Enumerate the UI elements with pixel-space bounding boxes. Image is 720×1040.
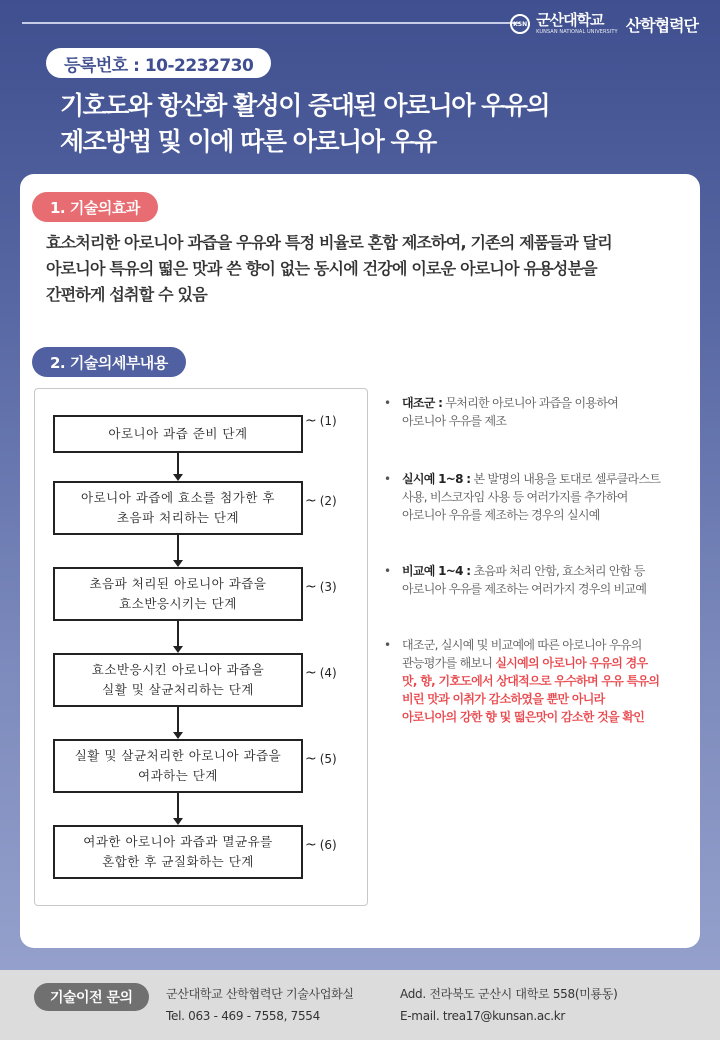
footer [0,970,720,1040]
header-rule [22,22,520,24]
contact-email[interactable]: E-mail. trea17@kunsan.ac.kr [400,1009,565,1023]
flow-arrow [177,535,179,565]
flow-step-2: 아로니아 과즙에 효소를 첨가한 후 초음파 처리하는 단계 [53,481,303,535]
effect-line: 효소처리한 아로니아 과즙을 우유와 특정 비율로 혼합 제조하여, 기존의 제품들과 달리 [46,233,612,252]
flow-step-number: ~ (4) [305,665,337,681]
contact-phone: Tel. 063 - 469 - 7558, 7554 [166,1009,320,1023]
flow-step-5: 실활 및 살균처리한 아로니아 과즙을 여과하는 단계 [53,739,303,793]
section2-label: 2. 기술의세부내용 [32,347,186,377]
title-line-1: 기호도와 항산화 활성이 증대된 아로니아 우유의 [60,91,550,120]
note-comparisons: • 비교예 1~4 : 초음파 처리 안함, 효소처리 안함 등 아로니아 우유를 제조하는 여러가지 경우의 비교예 [384,564,647,596]
section1-label: 1. 기술의효과 [32,192,158,222]
page-title [60,88,549,160]
registration-number: 등록번호 : 10-2232730 [46,48,271,78]
effect-text [46,230,666,308]
flow-step-1: 아로니아 과즙 준비 단계 [53,415,303,453]
title-line-2: 제조방법 및 이에 따른 아로니아 우유 [60,127,436,156]
brand-university-name: 군산대학교 [536,11,604,29]
flow-step-4: 효소반응시킨 아로니아 과즙을 실활 및 살균처리하는 단계 [53,653,303,707]
note-evaluation: • 대조군, 실시예 및 비교예에 따른 아로니아 우유의 관능평가를 해보니 실시예의 아로니아 우유의 경우 맛, 향, 기호도에서 상대적으로 우수하며 우유 특유의 비린 맛과 이취가 감소하였을 뿐만 아니라 아로니아의 강한 향 및 떫은맛이 감소한 것을 확인 [384,638,660,724]
flow-arrow [177,707,179,737]
note-examples: • 실시예 1~8 : 본 발명의 내용을 토대로 셀루클라스트 사용, 비스코자임 사용 등 여러가지를 추가하여 아로니아 우유를 제조하는 경우의 실시예 [384,472,661,522]
flow-step-number: ~ (6) [305,837,337,853]
flow-step-number: ~ (3) [305,579,337,595]
university-logo-icon: KSN [510,14,530,34]
contact-label: 기술이전 문의 [34,983,149,1011]
flow-step-3: 초음파 처리된 아로니아 과즙을 효소반응시키는 단계 [53,567,303,621]
effect-line: 간편하게 섭취할 수 있음 [46,285,207,304]
contact-org: 군산대학교 산학협력단 기술사업화실 Tel. 063 - 469 - 7558, 7554 [166,983,354,1027]
brand-english-name: KUNSAN NATIONAL UNIVERSITY [536,29,618,35]
flow-step-number: ~ (2) [305,493,337,509]
effect-line: 아로니아 특유의 떫은 맛과 쓴 향이 없는 동시에 건강에 이로운 아로니아 유용성분을 [46,259,597,278]
flow-step-6: 여과한 아로니아 과즙과 멸균유를 혼합한 후 균질화하는 단계 [53,825,303,879]
note-control-group: • 대조군 : 무처리한 아로니아 과즙을 이용하여 아로니아 우유를 제조 [384,396,619,428]
flow-step-number: ~ (5) [305,751,337,767]
flow-step-number: ~ (1) [305,413,337,429]
flow-arrow [177,621,179,651]
content-card [20,174,700,948]
flow-arrow [177,453,179,479]
process-flowchart [34,388,368,906]
brand-organization: 산학협력단 [625,15,698,35]
brand [510,11,698,37]
flow-arrow [177,793,179,823]
contact-address: Add. 전라북도 군산시 대학로 558(미룡동) E-mail. trea17@kunsan.ac.kr [400,983,617,1027]
